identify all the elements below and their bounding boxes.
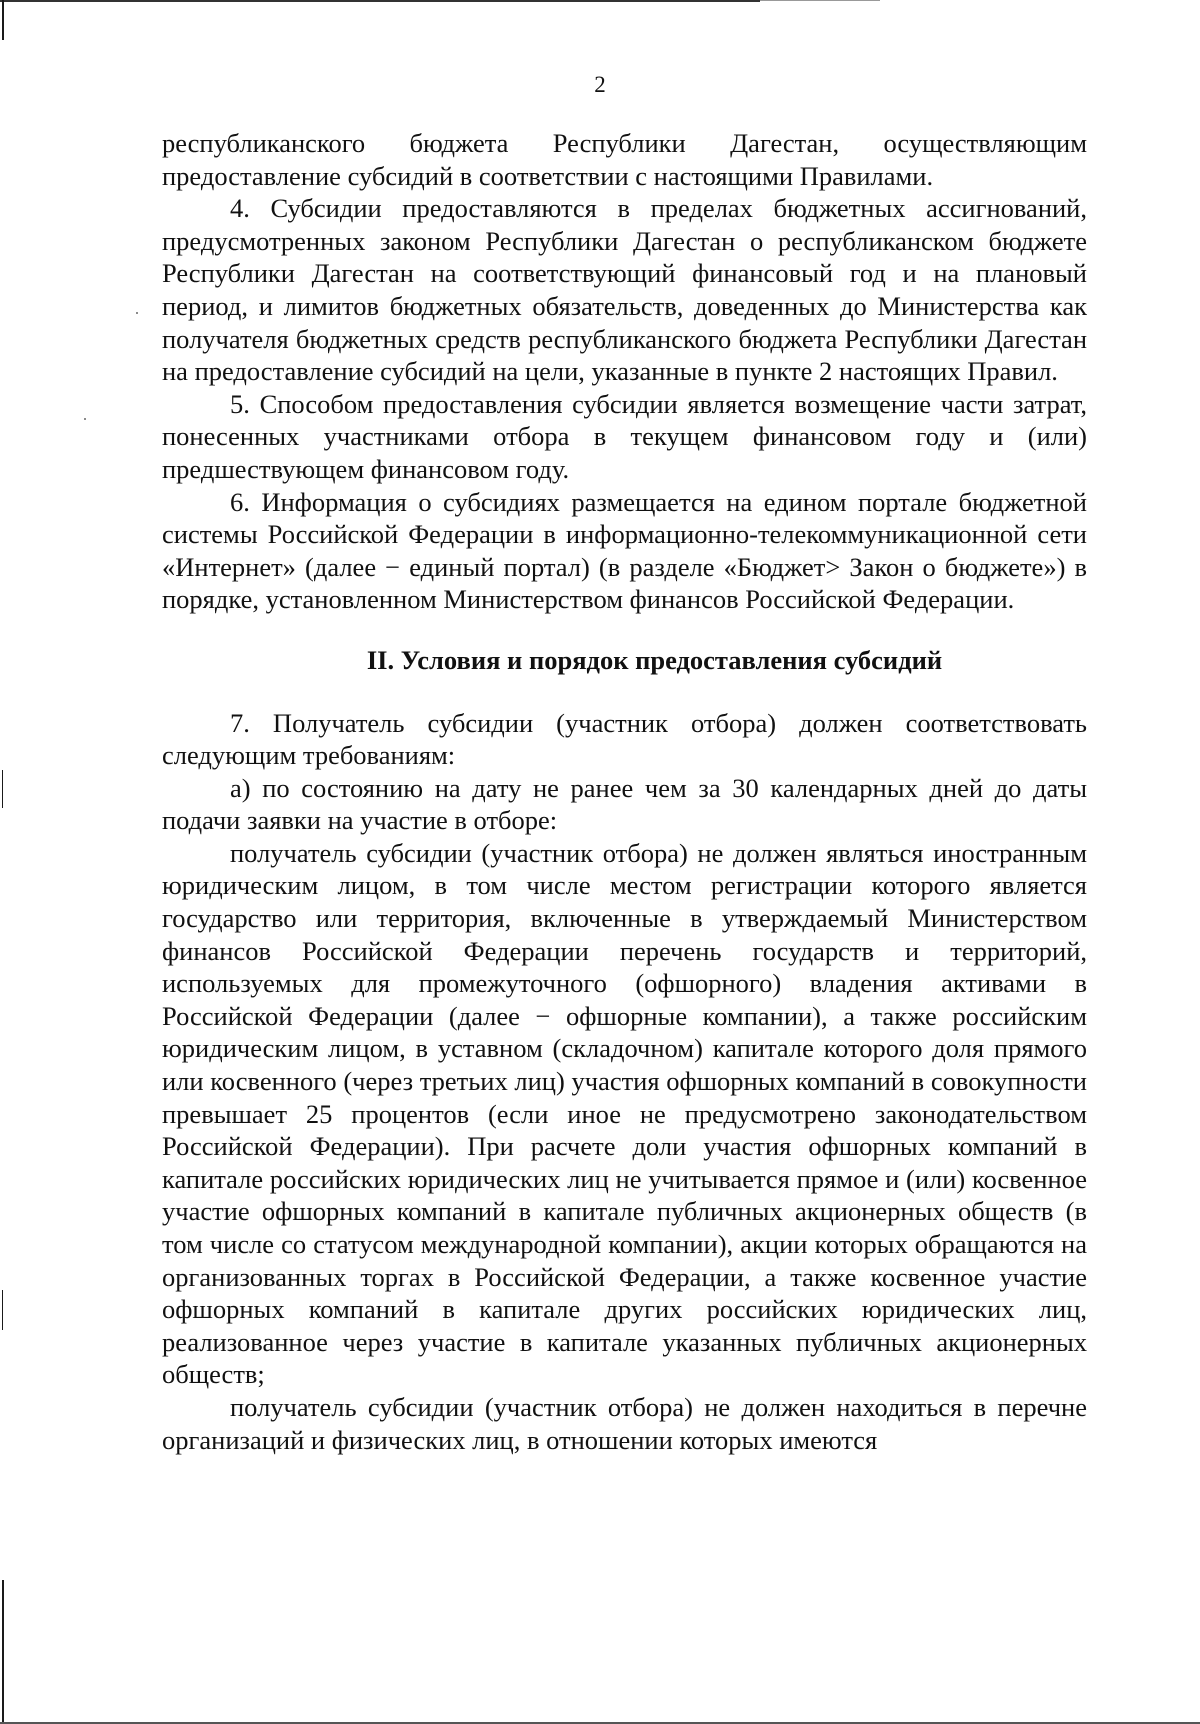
paragraph: 4. Субсидии предоставляются в пределах бюджетных ассигнований, предусмотренных законом Республики Дагестан о республиканском бюджете Республики Дагестан на соответствующий финансовый год и на плановый период, и лимитов бюджетных обязательств, доведенных до Министерства как получателя бюджетных средств республиканского бюджета Республики Дагестан на предоставление субсидий на цели, указанные в пункте 2 настоящих Правил. <box>162 193 1087 387</box>
scan-speck <box>136 312 138 314</box>
scan-edge-left <box>2 0 4 40</box>
scan-edge-left <box>2 1580 4 1724</box>
page-number: 2 <box>594 72 606 97</box>
scan-edge-left <box>2 770 3 808</box>
scan-edge-top <box>0 0 760 2</box>
paragraph: 7. Получатель субсидии (участник отбора) должен соответствовать следующим требованиям: <box>162 707 1087 771</box>
paragraph: 5. Способом предоставления субсидии является возмещение части затрат, понесенных участниками отбора в текущем финансовом году и (или) предшествующем финансовом году. <box>162 388 1087 484</box>
scan-edge-left <box>2 1290 3 1330</box>
paragraph: республиканского бюджета Республики Дагестан, осуществляющим предоставление субсидий в соответствии с настоящими Правилами. <box>162 128 1087 191</box>
paragraph: а) по состоянию на дату не ранее чем за 30 календарных дней до даты подачи заявки на участие в отборе: <box>162 772 1087 836</box>
document-body <box>162 127 1087 1456</box>
section-heading: II. Условия и порядок предоставления субсидий <box>366 644 943 675</box>
scan-edge-top-faint <box>760 0 880 1</box>
paragraph: получатель субсидии (участник отбора) не должен находиться в перечне организаций и физических лиц, в отношении которых имеются <box>162 1391 1087 1455</box>
paragraph: получатель субсидии (участник отбора) не должен являться иностранным юридическим лицом, в том числе местом регистрации которого является государство или территория, включенные в утверждаемый Министерством финансов Российской Федерации перечень государств и территорий, используемых для промежуточного (офшорного) владения активами в Российской Федерации (далее − офшорные компании), а также российским юридическим лицом, в уставном (складочном) капитале которого доля прямого или косвенного (через третьих лиц) участия офшорных компаний в совокупности превышает 25 процентов (если иное не предусмотрено законодательством Российской Федерации). При расчете доли участия офшорных компаний в капитале российских юридических лиц не учитывается прямое и (или) косвенное участие офшорных компаний в капитале публичных акционерных обществ (в том числе со статусом международной компании), акции которых обращаются на организованных торгах в Российской Федерации, а также косвенное участие офшорных компаний в капитале других российских юридических лиц, реализованное через участие в капитале указанных публичных акционерных обществ; <box>162 837 1087 1390</box>
paragraph: 6. Информация о субсидиях размещается на едином портале бюджетной системы Российской Федерации в информационно-телекоммуникационной сети «Интернет» (далее − единый портал) (в разделе «Бюджет> Закон о бюджете») в порядке, установленном Министерством финансов Российской Федерации. <box>162 486 1087 615</box>
scan-speck <box>84 418 86 420</box>
